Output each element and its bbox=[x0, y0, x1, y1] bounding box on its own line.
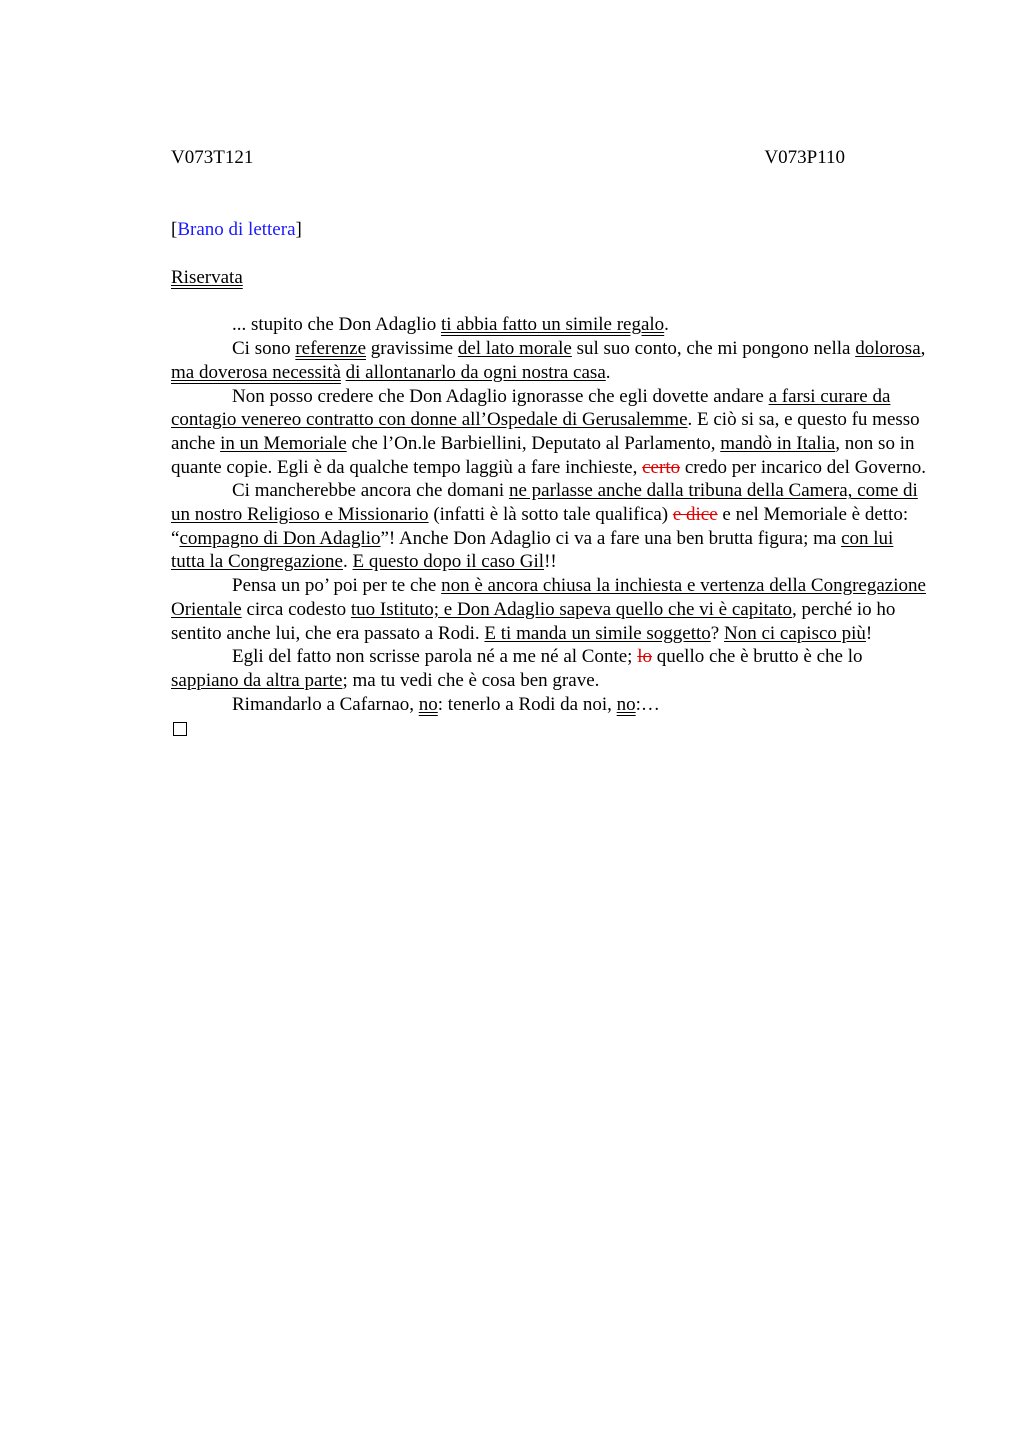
underlined-text: del lato morale bbox=[457, 338, 572, 360]
title-link[interactable]: Brano di lettera bbox=[177, 219, 296, 240]
double-underlined-text: ti abbia fatto un simile regalo bbox=[440, 314, 665, 336]
text-run: , non so in quante copie. Egli è da qualche tempo laggiù a fare inchieste, bbox=[171, 432, 915, 478]
text-run: circa codesto bbox=[241, 598, 351, 620]
letter-paragraph bbox=[171, 479, 931, 574]
underlined-text: E questo dopo il caso Gil bbox=[352, 551, 545, 573]
underlined-text: Non ci capisco più bbox=[723, 622, 866, 644]
underlined-text: a farsi curare da contagio venereo contratto con donne all’Ospedale di Gerusalemme bbox=[171, 385, 891, 431]
document-page bbox=[171, 146, 931, 743]
text-run: che l’On.le Barbiellini, Deputato al Parlamento, bbox=[346, 432, 721, 454]
text-run: Ci sono bbox=[232, 338, 296, 360]
text-run: ... stupito che Don Adaglio bbox=[232, 314, 441, 336]
document-code-left: V073T121 bbox=[171, 147, 254, 168]
underlined-text: sappiano da altra parte bbox=[171, 669, 343, 691]
text-run: quello che è brutto è che lo bbox=[652, 646, 863, 668]
underlined-text: ne parlasse anche dalla tribuna della Camera, come di un nostro Religioso e Missionario bbox=[171, 480, 918, 526]
text-run: : tenerlo a Rodi da noi, bbox=[437, 693, 617, 715]
text-run: ! bbox=[865, 622, 873, 644]
deleted-text: lo bbox=[637, 646, 652, 668]
text-run: sul suo conto, che mi pongono nella bbox=[571, 338, 856, 360]
text-run: . bbox=[343, 551, 353, 573]
text-run: !! bbox=[544, 551, 557, 573]
text-run: Egli del fatto non scrisse parola né a me né al Conte; bbox=[232, 646, 638, 668]
letter-paragraph bbox=[171, 574, 931, 645]
text-run: , perché io ho sentito anche lui, che era passato a Rodi. bbox=[171, 598, 896, 644]
underlined-text: non è ancora chiusa la inchiesta e vertenza della Congregazione Orientale bbox=[171, 575, 926, 620]
double-underlined-text: referenze bbox=[295, 338, 367, 360]
document-code-right: V073P110 bbox=[764, 147, 845, 168]
underlined-text: con lui tutta la Congregazione bbox=[171, 527, 894, 573]
letter-paragraph bbox=[171, 313, 931, 337]
document-title bbox=[171, 218, 931, 242]
text-run: (infatti è là sotto tale qualifica) bbox=[428, 504, 673, 526]
text-run: ”! Anche Don Adaglio ci va a fare una ben brutta figura; ma bbox=[380, 527, 842, 549]
underlined-text: di allontanarlo da ogni nostra casa bbox=[345, 361, 606, 383]
text-run: credo per incarico del Governo. bbox=[680, 456, 926, 478]
deleted-text: certo bbox=[642, 456, 681, 478]
end-marker bbox=[171, 716, 931, 743]
double-underlined-text: no bbox=[418, 693, 438, 715]
text-run: Ci mancherebbe ancora che domani bbox=[232, 480, 509, 502]
page-header bbox=[171, 146, 845, 170]
double-underlined-text: no bbox=[616, 693, 636, 715]
deleted-text: e dice bbox=[672, 504, 718, 526]
text-run: Non posso credere che Don Adaglio ignorasse che egli dovette andare bbox=[232, 385, 769, 407]
letter-body bbox=[171, 313, 931, 716]
underlined-text: mandò in Italia bbox=[720, 432, 836, 454]
double-underlined-text: ma doverosa necessità bbox=[171, 361, 341, 383]
text-run: Rimandarlo a Cafarnao, bbox=[232, 693, 419, 715]
letter-paragraph bbox=[171, 645, 931, 692]
text-run: :… bbox=[635, 693, 660, 715]
letter-paragraph bbox=[171, 385, 931, 480]
title-bracket-close: ] bbox=[295, 219, 302, 240]
reserved-text: Riservata bbox=[171, 266, 243, 288]
underlined-text: E ti manda un simile soggetto bbox=[484, 622, 711, 644]
text-run: , bbox=[920, 338, 926, 360]
text-run: ? bbox=[710, 622, 724, 644]
text-run: gravissime bbox=[366, 338, 458, 360]
underlined-text: tuo Istituto; e Don Adaglio sapeva quello che vi è capitato bbox=[350, 598, 793, 620]
underlined-text: in un Memoriale bbox=[220, 432, 347, 454]
end-box-icon bbox=[173, 722, 187, 736]
text-run: Pensa un po’ poi per te che bbox=[232, 575, 442, 597]
underlined-text: dolorosa bbox=[855, 338, 921, 360]
text-run: ; ma tu vedi che è cosa ben grave. bbox=[342, 669, 600, 691]
text-run: . bbox=[664, 314, 669, 336]
text-run: . E ciò si sa, e questo fu messo anche bbox=[171, 409, 920, 454]
reserved-label bbox=[171, 266, 931, 290]
letter-paragraph bbox=[171, 337, 931, 384]
text-run: e nel Memoriale è detto: “ bbox=[171, 504, 909, 549]
letter-paragraph bbox=[171, 693, 931, 717]
title-bracket-open: [ bbox=[171, 219, 178, 240]
text-run: . bbox=[605, 361, 611, 383]
underlined-text: compagno di Don Adaglio bbox=[179, 527, 381, 549]
